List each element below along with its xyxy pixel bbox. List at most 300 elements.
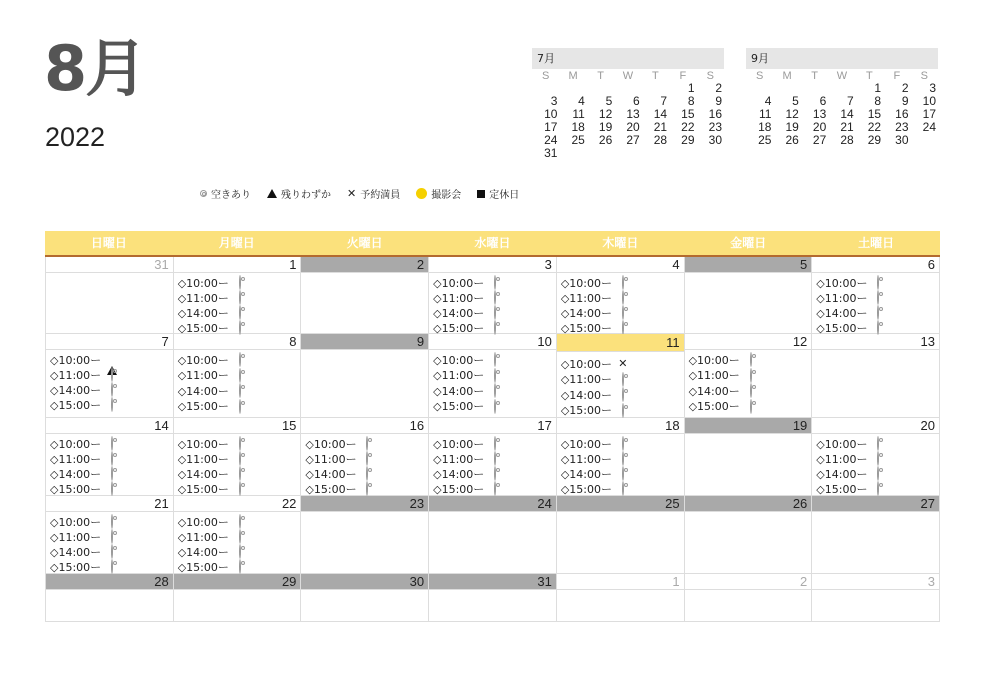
time-slot-label: ◇14:00ー	[50, 383, 102, 397]
ring-icon	[877, 320, 879, 335]
mini-day	[669, 147, 696, 160]
time-slot[interactable]	[433, 320, 556, 335]
time-slot[interactable]	[816, 451, 939, 466]
ring-icon-wrap	[877, 321, 879, 334]
day-number: 28	[46, 574, 173, 590]
mini-day: 11	[758, 107, 772, 121]
availability-status	[107, 515, 117, 528]
ring-icon	[494, 399, 496, 414]
mini-calendar-july	[532, 48, 724, 160]
availability-status	[235, 306, 245, 319]
mini-weekday-label: T	[811, 69, 818, 82]
time-slot-list	[174, 434, 301, 496]
ring-icon	[494, 368, 496, 383]
mini-day: 2	[901, 81, 909, 95]
time-slot-label: ◇10:00ー	[50, 437, 102, 451]
day-cell[interactable]	[685, 418, 813, 496]
time-slot-label: ◇11:00ー	[433, 452, 485, 466]
time-slot[interactable]	[689, 383, 812, 399]
time-slot[interactable]	[178, 436, 301, 451]
ring-icon-wrap	[622, 452, 624, 465]
time-slot[interactable]	[433, 290, 556, 305]
time-slot[interactable]	[50, 436, 173, 451]
time-slot-label: ◇14:00ー	[433, 467, 485, 481]
time-slot[interactable]	[561, 451, 684, 466]
day-cell[interactable]	[557, 257, 685, 334]
availability-status	[618, 467, 628, 480]
mini-day: 16	[895, 107, 909, 121]
availability-status	[107, 398, 117, 411]
legend	[200, 186, 535, 201]
day-number: 5	[685, 257, 812, 273]
ring-icon	[239, 275, 241, 290]
availability-status	[618, 373, 628, 386]
time-slot-label: ◇15:00ー	[816, 321, 868, 335]
ring-icon-wrap	[750, 369, 752, 382]
day-cell[interactable]	[301, 257, 429, 334]
time-slot[interactable]	[305, 451, 428, 466]
time-slot-list	[174, 273, 301, 335]
ring-icon	[366, 466, 368, 481]
mini-day: 14	[840, 107, 854, 121]
mini-day: 17	[922, 107, 936, 121]
day-cell[interactable]	[46, 334, 174, 418]
time-slot[interactable]	[50, 451, 173, 466]
ring-icon	[622, 403, 624, 418]
day-number: 31	[429, 574, 556, 590]
time-slot[interactable]	[433, 352, 556, 368]
mini-weekday-label: T	[652, 69, 659, 82]
availability-status	[235, 560, 245, 573]
time-slot[interactable]	[50, 466, 173, 481]
day-cell[interactable]	[301, 574, 429, 622]
ring-icon-wrap	[877, 306, 879, 319]
time-slot[interactable]	[433, 436, 556, 451]
day-cell[interactable]	[812, 334, 940, 418]
time-slot-label: ◇14:00ー	[177, 467, 229, 481]
day-cell[interactable]	[557, 574, 685, 622]
ring-icon	[494, 481, 496, 496]
time-slot-label: ◇14:00ー	[433, 306, 485, 320]
mini-day: 30	[708, 133, 722, 147]
triangle-icon-wrap	[107, 353, 117, 366]
availability-status	[235, 321, 245, 334]
time-slot-label: ◇11:00ー	[177, 291, 229, 305]
availability-status	[490, 321, 500, 334]
time-slot[interactable]	[178, 383, 301, 399]
time-slot[interactable]	[433, 275, 556, 290]
weekday-header: 金曜日	[730, 236, 767, 250]
time-slot[interactable]	[178, 305, 301, 320]
mini-day: 8	[874, 94, 882, 108]
time-slot-label: ◇15:00ー	[305, 482, 357, 496]
time-slot[interactable]	[561, 320, 684, 335]
time-slot[interactable]	[178, 320, 301, 335]
ring-icon	[111, 559, 113, 574]
time-slot[interactable]	[561, 403, 684, 419]
time-slot[interactable]	[178, 559, 301, 574]
ring-icon	[622, 305, 624, 320]
availability-status	[618, 437, 628, 450]
time-slot[interactable]	[178, 352, 301, 368]
time-slot[interactable]	[816, 436, 939, 451]
year-label: 2022	[45, 122, 106, 152]
ring-icon	[494, 290, 496, 305]
time-slot[interactable]	[816, 275, 939, 290]
day-cell[interactable]	[685, 257, 813, 334]
day-cell[interactable]	[429, 496, 557, 574]
time-slot-label: ◇10:00ー	[688, 353, 740, 367]
time-slot-label: ◇10:00ー	[50, 353, 102, 367]
ring-icon	[366, 436, 368, 451]
availability-status	[873, 467, 883, 480]
time-slot[interactable]	[816, 305, 939, 320]
day-number: 8	[174, 334, 301, 350]
legend-item	[416, 186, 461, 201]
day-number: 26	[685, 496, 812, 512]
time-slot[interactable]	[50, 352, 173, 367]
ring-icon	[111, 529, 113, 544]
time-slot[interactable]	[50, 514, 173, 529]
mini-day: 14	[653, 107, 668, 121]
ring-icon	[111, 397, 113, 412]
time-slot[interactable]	[433, 481, 556, 496]
mini-day: 4	[764, 94, 772, 108]
availability-status	[235, 353, 245, 366]
time-slot[interactable]	[178, 451, 301, 466]
day-cell[interactable]	[174, 418, 302, 496]
mini-day: 26	[785, 133, 799, 147]
time-slot[interactable]	[50, 559, 173, 574]
availability-status	[873, 276, 883, 289]
triangle-icon-wrap	[267, 189, 277, 198]
ring-icon	[750, 383, 752, 398]
availability-status	[362, 482, 372, 495]
availability-status	[107, 353, 117, 366]
mini-day: 11	[572, 107, 585, 121]
mini-day: 22	[681, 120, 695, 134]
time-slot[interactable]	[50, 367, 173, 382]
time-slot[interactable]	[561, 466, 684, 481]
time-slot[interactable]	[305, 481, 428, 496]
time-slot-label: ◇14:00ー	[433, 384, 485, 398]
ring-icon-wrap	[622, 437, 624, 450]
time-slot[interactable]	[50, 382, 173, 397]
time-slot-label: ◇15:00ー	[50, 560, 102, 574]
time-slot-label: ◇14:00ー	[560, 306, 613, 320]
availability-status	[490, 482, 500, 495]
day-number: 31	[46, 257, 173, 273]
ring-icon-wrap	[111, 530, 113, 543]
day-number: 15	[174, 418, 301, 434]
time-slot[interactable]	[178, 466, 301, 481]
ring-icon-wrap	[111, 515, 113, 528]
ring-icon	[494, 352, 496, 367]
availability-status	[235, 291, 245, 304]
weekday-header: 火曜日	[346, 236, 383, 250]
time-slot[interactable]	[433, 368, 556, 384]
availability-status	[746, 353, 756, 366]
time-slot-label: ◇15:00ー	[560, 321, 613, 335]
day-cell[interactable]	[46, 257, 174, 334]
time-slot-label: ◇10:00ー	[305, 437, 357, 451]
availability-status	[490, 452, 500, 465]
mini-day: 24	[544, 133, 558, 147]
time-slot-label: ◇11:00ー	[560, 373, 613, 387]
mini-weekday-row	[532, 69, 724, 82]
availability-status	[618, 452, 628, 465]
time-slot[interactable]	[561, 290, 684, 305]
time-slot-label: ◇11:00ー	[305, 452, 357, 466]
availability-status	[107, 437, 117, 450]
day-cell[interactable]	[301, 334, 429, 418]
ring-icon	[877, 451, 879, 466]
day-cell[interactable]	[429, 334, 557, 418]
time-slot[interactable]	[561, 481, 684, 496]
time-slot[interactable]	[50, 481, 173, 496]
mini-weekday-row	[746, 69, 938, 82]
day-cell[interactable]	[174, 257, 302, 334]
mini-day: 21	[840, 120, 854, 134]
day-cell[interactable]	[812, 257, 940, 334]
mini-day: 9	[901, 94, 909, 108]
mini-day	[614, 147, 641, 160]
time-slot[interactable]	[178, 514, 301, 529]
ring-icon	[239, 352, 241, 367]
day-cell[interactable]	[557, 334, 685, 418]
availability-status	[618, 357, 628, 370]
time-slot[interactable]	[50, 544, 173, 559]
ring-icon-wrap	[877, 482, 879, 495]
ring-icon	[239, 290, 241, 305]
day-cell[interactable]	[685, 496, 813, 574]
ring-icon-wrap	[750, 384, 752, 397]
availability-status	[107, 560, 117, 573]
day-cell[interactable]	[429, 418, 557, 496]
time-slot-label: ◇15:00ー	[50, 482, 102, 496]
time-slot-label: ◇14:00ー	[305, 467, 357, 481]
ring-icon	[111, 382, 113, 397]
weekday-header: 土曜日	[858, 236, 895, 250]
time-slot[interactable]	[816, 290, 939, 305]
day-cell[interactable]	[557, 496, 685, 574]
time-slot[interactable]	[816, 466, 939, 481]
ring-icon-wrap	[494, 369, 496, 382]
time-slot-label: ◇10:00ー	[177, 353, 229, 367]
time-slot[interactable]	[305, 436, 428, 451]
day-number: 24	[429, 496, 556, 512]
mini-day: 23	[895, 120, 909, 134]
day-cell[interactable]	[174, 496, 302, 574]
ring-icon-wrap	[622, 482, 624, 495]
availability-status	[235, 452, 245, 465]
time-slot-label: ◇15:00ー	[688, 400, 740, 414]
time-slot[interactable]	[816, 320, 939, 335]
day-cell[interactable]	[557, 418, 685, 496]
time-slot-list	[557, 273, 684, 335]
mini-day: 6	[633, 94, 640, 108]
availability-status	[618, 404, 628, 417]
mini-day: 31	[544, 146, 558, 160]
availability-status	[107, 452, 117, 465]
time-slot[interactable]	[50, 397, 173, 412]
ring-icon-wrap	[622, 404, 624, 417]
time-slot[interactable]	[178, 368, 301, 384]
time-slot[interactable]	[689, 352, 812, 368]
availability-status	[618, 388, 628, 401]
ring-icon-wrap	[111, 452, 113, 465]
day-number: 12	[685, 334, 812, 350]
ring-icon-wrap	[622, 388, 624, 401]
time-slot[interactable]	[561, 356, 684, 372]
availability-status	[107, 545, 117, 558]
mini-day: 20	[626, 120, 640, 134]
availability-status	[235, 384, 245, 397]
ring-icon-wrap	[494, 321, 496, 334]
mini-day: 4	[578, 94, 585, 108]
mini-day: 13	[812, 107, 827, 121]
time-slot[interactable]	[433, 305, 556, 320]
ring-icon	[239, 399, 241, 414]
time-slot-list	[429, 434, 556, 496]
ring-icon-wrap	[111, 383, 113, 396]
ring-icon	[239, 320, 241, 335]
ring-icon-wrap	[622, 276, 624, 289]
mini-day: 5	[792, 94, 799, 108]
time-slot-label: ◇11:00ー	[177, 452, 229, 466]
availability-status	[490, 306, 500, 319]
ring-icon	[111, 436, 113, 451]
yellow-circle-icon-wrap	[416, 188, 427, 199]
time-slot[interactable]	[433, 399, 556, 415]
time-slot-list	[429, 350, 556, 414]
time-slot-label: ◇10:00ー	[816, 276, 868, 290]
ring-icon-wrap	[622, 467, 624, 480]
time-slot[interactable]	[433, 451, 556, 466]
time-slot-list	[429, 273, 556, 335]
day-cell[interactable]	[812, 496, 940, 574]
availability-status	[618, 276, 628, 289]
day-cell[interactable]	[174, 334, 302, 418]
day-cell[interactable]	[174, 574, 302, 622]
time-slot[interactable]	[561, 305, 684, 320]
ring-icon-wrap	[239, 530, 241, 543]
mini-day: 24	[922, 120, 936, 134]
day-number: 9	[301, 334, 428, 350]
time-slot-label: ◇10:00ー	[177, 276, 229, 290]
time-slot-list	[557, 352, 684, 418]
time-slot[interactable]	[433, 383, 556, 399]
day-cell[interactable]	[301, 496, 429, 574]
ring-icon	[111, 544, 113, 559]
mini-weekday-label: F	[893, 69, 901, 82]
ring-icon	[877, 305, 879, 320]
mini-day: 7	[660, 94, 668, 108]
time-slot-label: ◇15:00ー	[433, 400, 485, 414]
time-slot[interactable]	[305, 466, 428, 481]
ring-icon-wrap	[111, 437, 113, 450]
cross-icon-wrap	[347, 188, 356, 199]
time-slot[interactable]	[561, 372, 684, 388]
time-slot[interactable]	[561, 387, 684, 403]
availability-status	[362, 437, 372, 450]
time-slot[interactable]	[689, 368, 812, 384]
mini-day	[642, 147, 669, 160]
legend-item	[347, 186, 400, 201]
mini-day: 8	[687, 94, 695, 108]
month-title: 8月	[44, 32, 146, 105]
availability-status	[107, 467, 117, 480]
ring-icon-wrap	[750, 400, 752, 413]
time-slot[interactable]	[50, 529, 173, 544]
ring-icon-wrap	[750, 353, 752, 366]
time-slot[interactable]	[178, 529, 301, 544]
yellow-circle-icon	[416, 188, 427, 199]
time-slot[interactable]	[178, 399, 301, 415]
legend-item	[267, 186, 331, 201]
day-number: 10	[429, 334, 556, 350]
day-number: 2	[301, 257, 428, 273]
ring-icon	[239, 481, 241, 496]
day-cell[interactable]	[685, 334, 813, 418]
time-slot[interactable]	[561, 275, 684, 290]
ring-icon-wrap	[111, 545, 113, 558]
day-cell[interactable]	[46, 496, 174, 574]
day-cell[interactable]	[301, 418, 429, 496]
ring-icon	[366, 481, 368, 496]
time-slot[interactable]	[178, 290, 301, 305]
mini-weekday-label: T	[597, 69, 604, 82]
day-cell[interactable]	[46, 574, 174, 622]
mini-day: 22	[867, 120, 882, 134]
availability-status	[746, 384, 756, 397]
time-slot[interactable]	[561, 436, 684, 451]
ring-icon	[200, 190, 207, 197]
mini-weekday-label: S	[920, 69, 928, 82]
day-cell[interactable]	[812, 574, 940, 622]
ring-icon-wrap	[494, 467, 496, 480]
time-slot[interactable]	[178, 481, 301, 496]
day-cell[interactable]	[46, 418, 174, 496]
day-cell[interactable]	[429, 574, 557, 622]
legend-label: 空きあり	[211, 190, 251, 201]
time-slot[interactable]	[178, 275, 301, 290]
mini-calendar-table	[532, 69, 724, 160]
ring-icon	[622, 451, 624, 466]
time-slot-label: ◇11:00ー	[177, 369, 229, 383]
ring-icon	[622, 436, 624, 451]
ring-icon	[622, 320, 624, 335]
day-cell[interactable]	[685, 574, 813, 622]
ring-icon-wrap	[111, 368, 113, 381]
day-number: 23	[301, 496, 428, 512]
legend-label: 定休日	[489, 190, 520, 201]
time-slot[interactable]	[689, 399, 812, 415]
day-number: 22	[174, 496, 301, 512]
mini-day: 3	[929, 81, 936, 95]
mini-day: 23	[708, 120, 722, 134]
mini-day: 18	[758, 120, 772, 134]
day-cell[interactable]	[429, 257, 557, 334]
time-slot-list	[557, 434, 684, 496]
day-cell[interactable]	[812, 418, 940, 496]
legend-item	[477, 186, 519, 201]
mini-day: 25	[758, 133, 772, 147]
time-slot[interactable]	[433, 466, 556, 481]
time-slot[interactable]	[816, 481, 939, 496]
ring-icon-wrap	[494, 291, 496, 304]
time-slot[interactable]	[178, 544, 301, 559]
